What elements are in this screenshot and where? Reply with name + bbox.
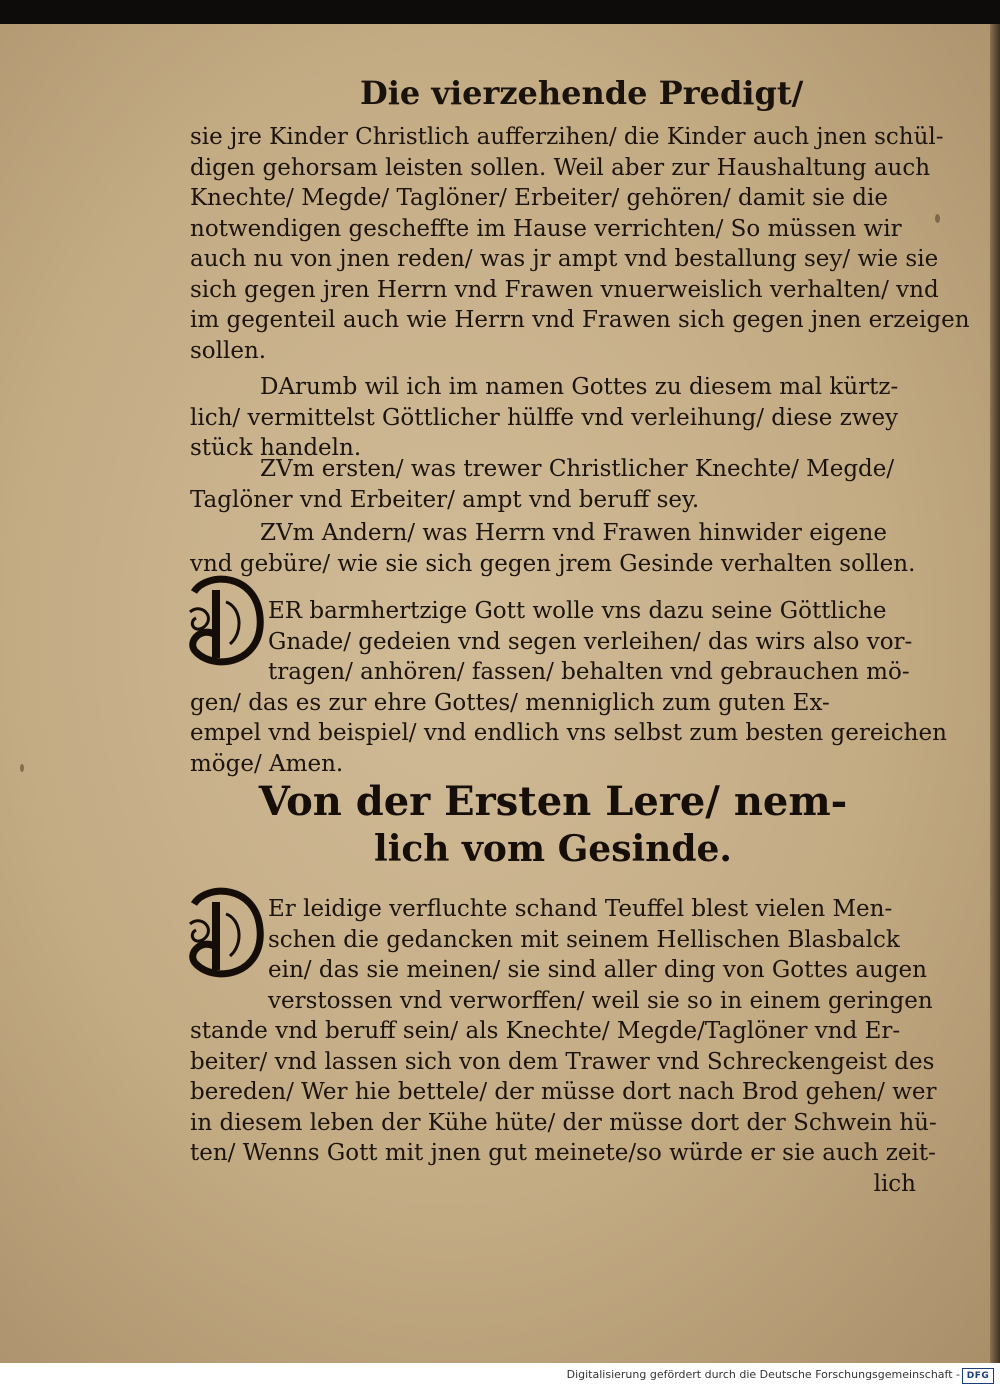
text-line: Er leidige verfluchte schand Teuffel blest vielen Men- <box>268 896 893 922</box>
paragraph-2 <box>190 372 916 464</box>
text-line: auch nu von jnen reden/ was jr ampt vnd bestallung sey/ wie sie <box>190 246 939 272</box>
text-line: ER barmhertzige Gott wolle vns dazu seine Göttliche <box>268 598 887 624</box>
dfg-logo-icon: DFG <box>962 1368 994 1384</box>
text-line: ZVm ersten/ was trewer Christlicher Knechte/ Megde/ <box>260 456 895 482</box>
heading-line-2: lich vom Gesinde. <box>374 828 732 870</box>
catchword: lich <box>873 1170 916 1197</box>
paragraph-1 <box>190 122 970 366</box>
funding-notice: Digitalisierung gefördert durch die Deutsche Forschungsgemeinschaft - <box>566 1368 960 1381</box>
scanned-page <box>0 24 1000 1363</box>
text-line: beiter/ vnd lassen sich von dem Trawer vnd Schreckengeist des <box>190 1048 935 1075</box>
footer-bar <box>0 1363 1000 1387</box>
text-line: ten/ Wenns Gott mit jnen gut meinete/so würde er sie auch zeit- <box>190 1140 936 1166</box>
text-line: im gegenteil auch wie Herrn vnd Frawen sich gegen jnen erzeigen <box>190 307 970 333</box>
text-line: bereden/ Wer hie bettele/ der müsse dort nach Brod gehen/ wer <box>190 1079 937 1105</box>
text-line: sollen. <box>190 337 267 364</box>
text-line: lich/ vermittelst Göttlicher hülffe vnd verleihung/ diese zwey <box>190 404 899 431</box>
text-line: stück handeln. <box>190 435 362 461</box>
heading-line-1: Von der Ersten Lere/ nem- <box>258 778 848 825</box>
text-line: vnd gebüre/ wie sie sich gegen jrem Gesinde verhalten sollen. <box>190 550 916 577</box>
text-line: digen gehorsam leisten sollen. Weil aber zur Haushaltung auch <box>190 154 931 181</box>
page-edge <box>990 24 1000 1363</box>
text-line: in diesem leben der Kühe hüte/ der müsse dort der Schwein hü- <box>190 1109 937 1136</box>
text-line: tragen/ anhören/ fassen/ behalten vnd gebrauchen mö- <box>268 659 910 685</box>
ink-blot <box>20 764 24 772</box>
text-line: möge/ Amen. <box>190 750 344 777</box>
text-line: Gnade/ gedeien vnd segen verleihen/ das wirs also vor- <box>268 628 913 655</box>
text-line: notwendigen gescheffte im Hause verrichten/ So müssen wir <box>190 215 902 242</box>
text-line: ZVm Andern/ was Herrn vnd Frawen hinwider eigene <box>260 520 887 546</box>
text-line: verstossen vnd verworffen/ weil sie so in einem geringen <box>268 987 933 1014</box>
text-line: schen die gedancken mit seinem Hellischen Blasbalck <box>268 926 900 953</box>
text-line: empel vnd beispiel/ vnd endlich vns selbst zum besten gereichen <box>190 720 947 746</box>
text-line: gen/ das es zur ehre Gottes/ menniglich zum guten Ex- <box>190 689 830 716</box>
paragraph-5 <box>190 596 947 779</box>
text-line: DArumb wil ich im namen Gottes zu diesem mal kürtz- <box>260 374 899 400</box>
ink-blot <box>935 214 940 223</box>
section-heading <box>190 778 916 872</box>
paragraph-4 <box>190 518 916 579</box>
text-line: sie jre Kinder Christlich aufferzihen/ die Kinder auch jnen schül- <box>190 124 944 150</box>
paragraph-3 <box>190 454 916 515</box>
text-line: Taglöner vnd Erbeiter/ ampt vnd beruff sey. <box>190 486 700 513</box>
text-line: Knechte/ Megde/ Taglöner/ Erbeiter/ gehören/ damit sie die <box>190 185 888 211</box>
running-head: Die vierzehende Predigt/ <box>360 74 804 112</box>
text-line: stande vnd beruff sein/ als Knechte/ Megde/Taglöner vnd Er- <box>190 1018 901 1044</box>
paragraph-6 <box>190 894 937 1199</box>
text-line: sich gegen jren Herrn vnd Frawen vnuerweislich verhalten/ vnd <box>190 276 939 303</box>
text-line: ein/ das sie meinen/ sie sind aller ding von Gottes augen <box>268 957 927 983</box>
